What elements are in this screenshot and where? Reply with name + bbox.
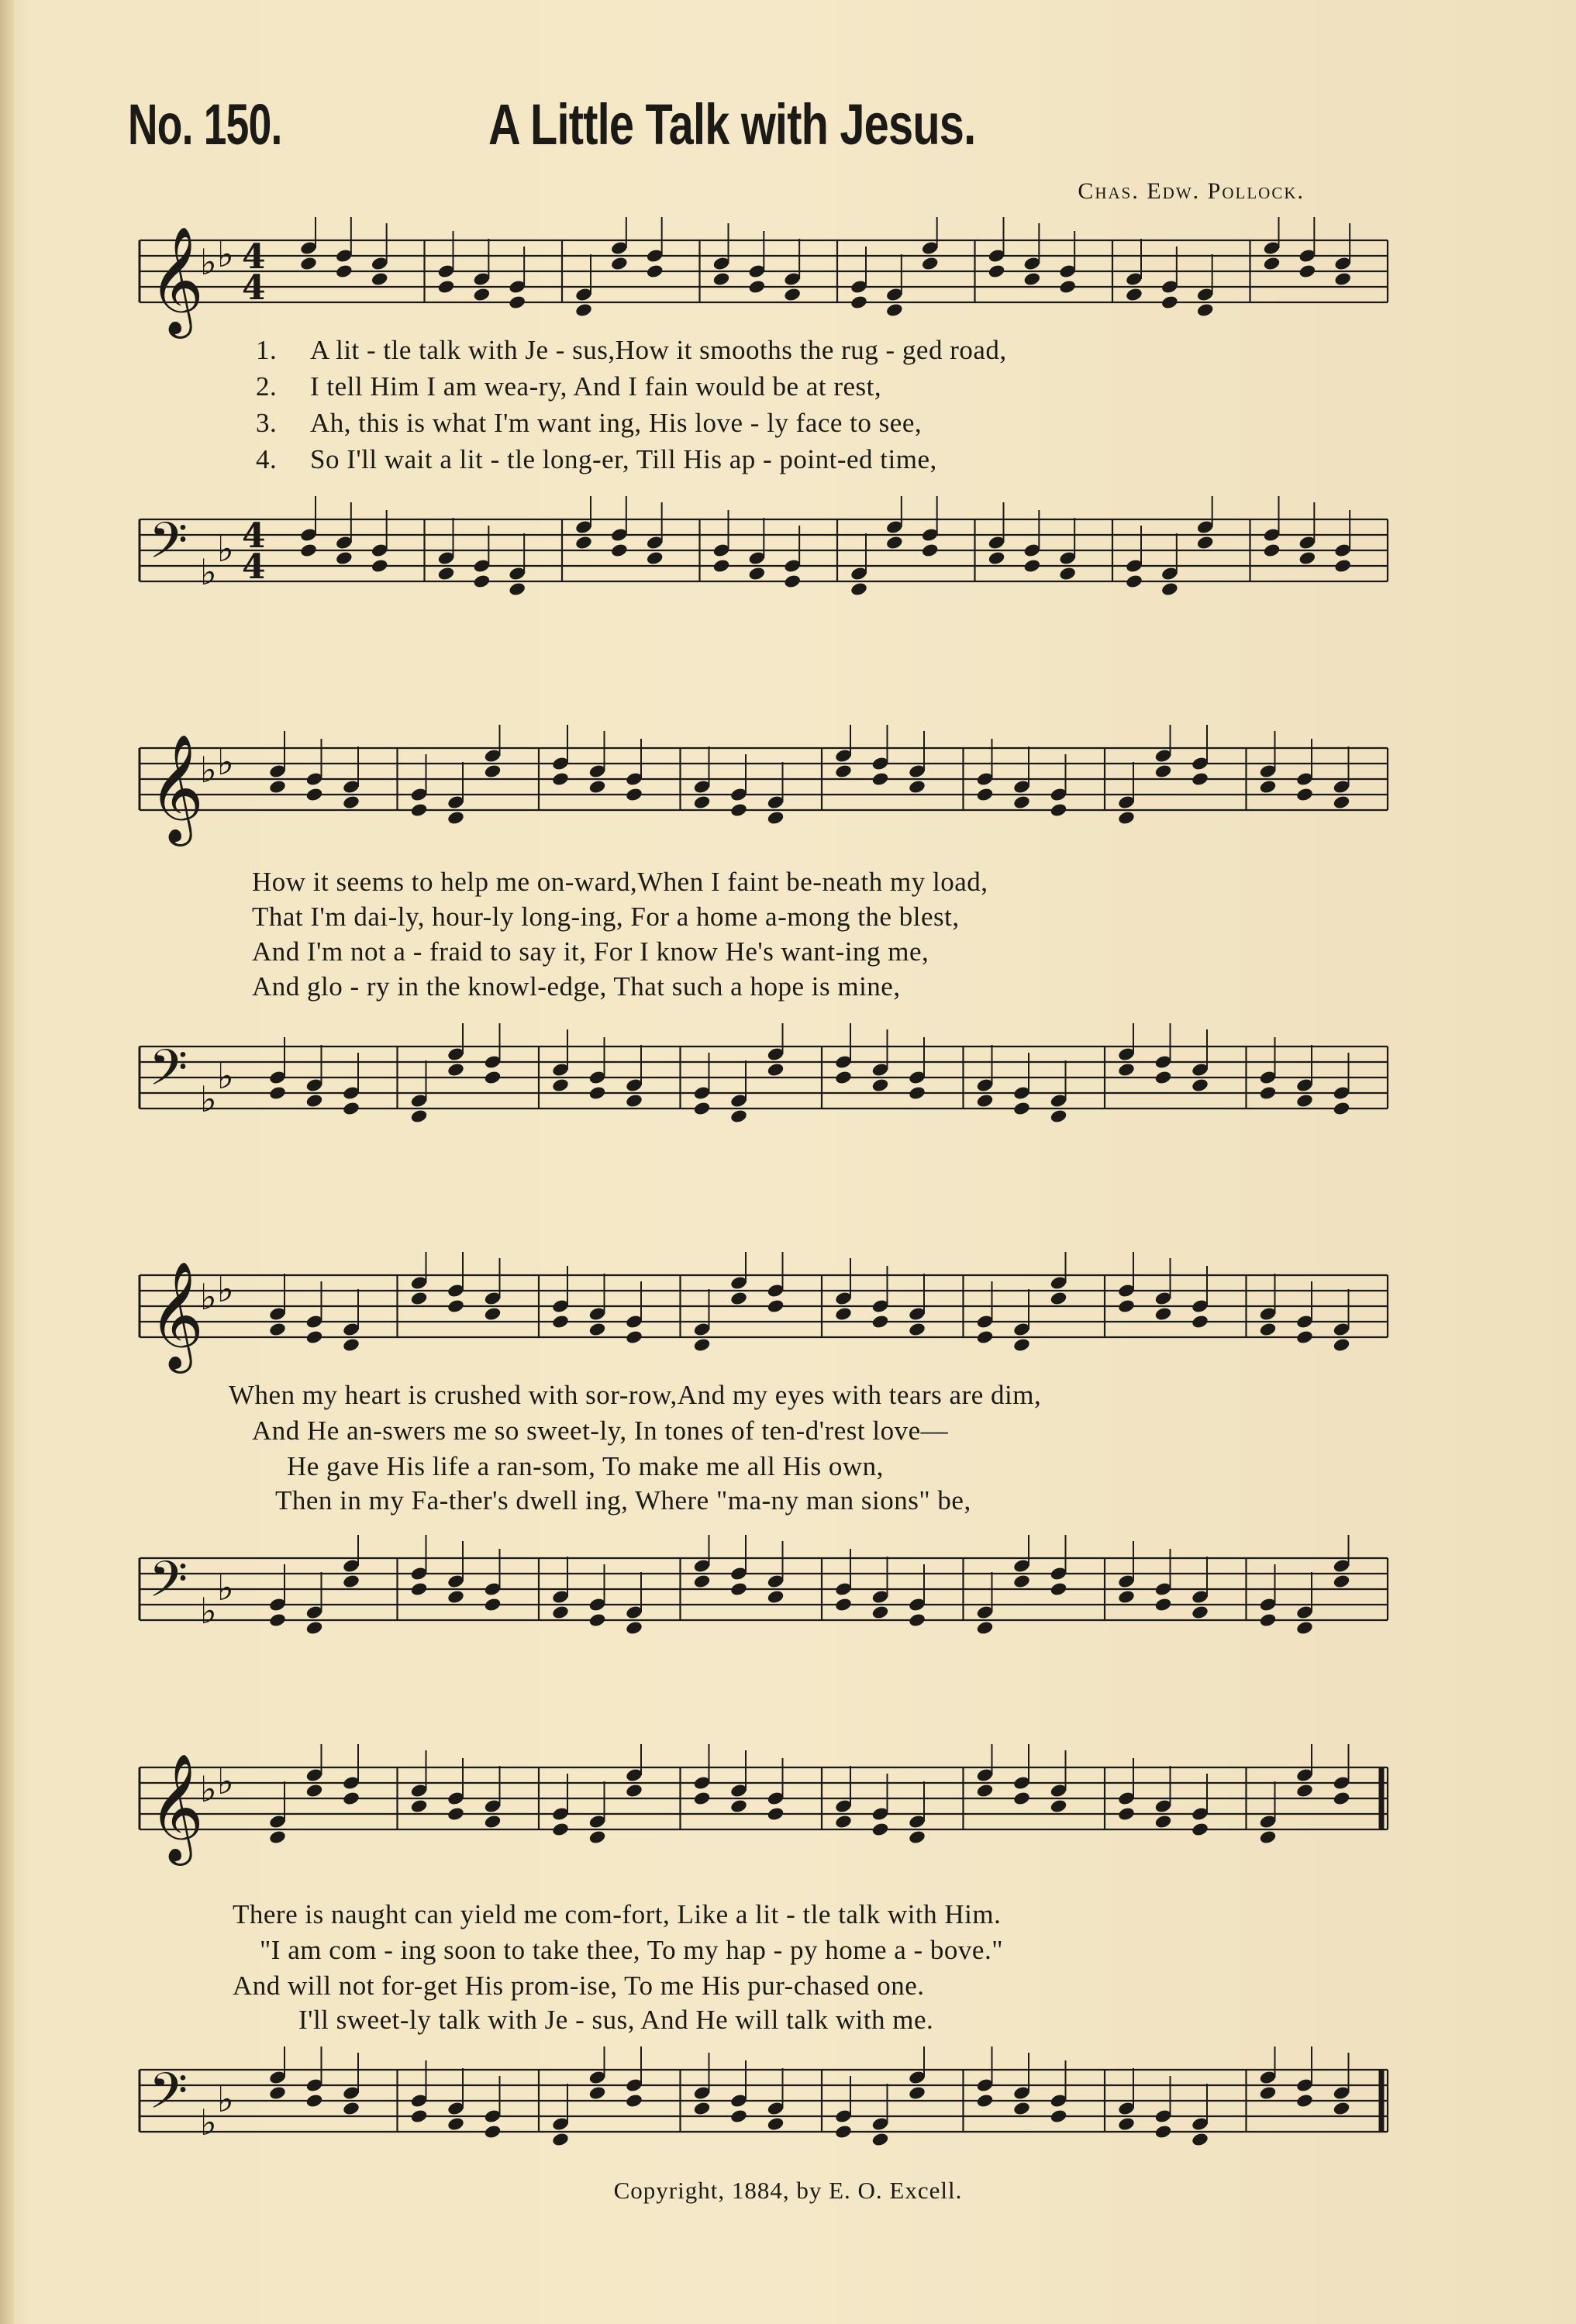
note-head — [871, 1822, 890, 1837]
note-head — [988, 550, 1006, 566]
note-head — [1125, 287, 1143, 302]
flat-icon: ♭ — [200, 2102, 217, 2143]
system-3-treble-staff — [0, 1252, 1576, 1384]
note-head — [342, 2101, 360, 2116]
note-head — [1050, 1798, 1068, 1814]
note-head — [410, 2108, 429, 2124]
note-head — [976, 1093, 995, 1109]
note-head — [1333, 271, 1352, 287]
note-head — [473, 287, 491, 302]
treble-clef-icon: 𝄞 — [149, 1261, 204, 1369]
flat-icon: ♭ — [217, 741, 234, 783]
flat-icon: ♭ — [217, 1055, 234, 1097]
treble-clef-icon: 𝄞 — [149, 226, 204, 334]
note-head — [268, 1085, 287, 1101]
time-signature-digit: 4 — [242, 547, 266, 587]
treble-clef-icon: 𝄞 — [149, 1753, 204, 1861]
note-head — [1259, 779, 1278, 795]
note-head — [1160, 581, 1179, 597]
note-head — [268, 1612, 287, 1628]
note-head — [1259, 1829, 1278, 1845]
verse-line: And He an-swers me so sweet-ly, In tones of ten-d'rest love— — [252, 1415, 949, 1446]
note-head — [729, 1109, 748, 1124]
flat-icon: ♭ — [217, 2078, 234, 2120]
note-head — [1191, 1605, 1209, 1620]
system-2-bass-staff — [0, 1023, 1576, 1155]
note-head — [1191, 1822, 1209, 1837]
note-head — [342, 1101, 360, 1116]
note-head — [1154, 1306, 1173, 1322]
note-head — [1196, 535, 1215, 550]
note-head — [1333, 558, 1352, 574]
bass-clef-icon: 𝄢 — [149, 512, 188, 582]
system-2-treble-staff — [0, 725, 1576, 857]
note-head — [908, 779, 926, 795]
system-4-treble-staff — [0, 1744, 1576, 1876]
note-head — [1154, 2124, 1173, 2140]
verse-line: That I'm dai-ly, hour-ly long-ing, For a home a-mong the blest, — [252, 902, 960, 932]
note-head — [693, 1791, 712, 1806]
note-head — [1333, 1337, 1351, 1353]
note-head — [871, 1078, 890, 1093]
flat-icon: ♭ — [200, 241, 217, 283]
note-head — [268, 1829, 287, 1845]
note-head — [767, 1062, 785, 1078]
verse-line: I'll sweet-ly talk with Je - sus, And He will talk with me. — [298, 2005, 934, 2035]
flat-icon: ♭ — [217, 1760, 234, 1802]
note-head — [693, 1101, 712, 1116]
note-head — [484, 1814, 502, 1829]
note-head — [447, 810, 465, 826]
note-head — [976, 1783, 995, 1798]
note-head — [551, 2132, 570, 2147]
note-head — [1259, 1612, 1278, 1628]
note-head — [834, 1306, 853, 1322]
note-head — [834, 1814, 853, 1829]
note-head — [551, 771, 570, 787]
note-head — [885, 535, 904, 550]
note-head — [588, 779, 607, 795]
note-head — [767, 1298, 785, 1314]
note-head — [305, 1093, 324, 1109]
note-head — [693, 1337, 712, 1353]
note-head — [1295, 1620, 1314, 1636]
note-head — [335, 550, 353, 566]
note-head — [834, 2124, 853, 2140]
note-head — [1117, 2116, 1136, 2132]
note-head — [1160, 295, 1179, 310]
note-head — [410, 802, 429, 818]
flat-icon: ♭ — [217, 233, 234, 275]
note-head — [551, 1314, 570, 1329]
flat-icon: ♭ — [200, 1078, 217, 1120]
note-head — [1058, 566, 1077, 581]
note-head — [268, 2085, 287, 2101]
flat-icon: ♭ — [200, 1768, 217, 1810]
note-head — [305, 787, 324, 802]
note-head — [551, 1078, 570, 1093]
composer-credit: Chas. Edw. Pollock. — [1078, 178, 1305, 204]
verse-line: 4. So I'll wait a lit - tle long-er, Till His ap - point-ed time, — [256, 444, 937, 474]
note-head — [1117, 1806, 1136, 1822]
verse-line: 3. Ah, this is what I'm want ing, His love - ly face to see, — [256, 408, 922, 438]
verse-line: 2. I tell Him I am wea-ry, And I fain would be at rest, — [256, 371, 882, 402]
verse-line: How it seems to help me on-ward,When I faint be-neath my load, — [252, 867, 988, 897]
note-head — [1295, 1783, 1314, 1798]
verse-line: "I am com - ing soon to take thee, To my hap - py home a - bove." — [260, 1935, 1004, 1965]
verse-line: Then in my Fa-ther's dwell ing, Where "ma-ny man sions" be, — [275, 1485, 971, 1515]
note-head — [1333, 795, 1351, 810]
note-head — [410, 1798, 429, 1814]
note-head — [484, 1597, 502, 1612]
verse-line: He gave His life a ran-som, To make me all His own, — [287, 1451, 884, 1481]
note-head — [1050, 1109, 1068, 1124]
note-head — [1191, 2132, 1209, 2147]
note-head — [1295, 1329, 1314, 1345]
note-head — [729, 802, 748, 818]
note-head — [908, 1322, 926, 1337]
note-head — [625, 1093, 643, 1109]
note-head — [447, 1062, 465, 1078]
note-head — [1154, 1814, 1173, 1829]
hymn-title: A Little Talk with Jesus. — [488, 92, 976, 157]
note-head — [1012, 1337, 1031, 1353]
note-head — [1117, 810, 1136, 826]
note-head — [371, 271, 389, 287]
note-head — [850, 581, 868, 597]
note-head — [342, 1337, 360, 1353]
note-head — [305, 1620, 324, 1636]
note-head — [693, 1574, 712, 1589]
note-head — [1117, 1062, 1136, 1078]
note-head — [1050, 802, 1068, 818]
note-head — [508, 581, 526, 597]
flat-icon: ♭ — [200, 749, 217, 791]
system-3-bass-staff — [0, 1535, 1576, 1667]
treble-clef-icon: 𝄞 — [149, 734, 204, 842]
verse-line: And I'm not a - fraid to say it, For I know He's want-ing me, — [252, 936, 929, 967]
system-1-treble-staff — [0, 217, 1576, 349]
note-head — [729, 1291, 748, 1306]
flat-icon: ♭ — [200, 551, 217, 593]
note-head — [748, 279, 767, 295]
note-head — [693, 2101, 712, 2116]
note-head — [473, 574, 491, 589]
note-head — [783, 287, 802, 302]
note-head — [1154, 1597, 1173, 1612]
note-head — [1154, 764, 1173, 779]
note-head — [767, 2116, 785, 2132]
note-head — [1023, 271, 1042, 287]
note-head — [335, 264, 353, 279]
note-head — [1259, 1322, 1278, 1337]
note-head — [783, 574, 802, 589]
verse-line: And glo - ry in the knowl-edge, That such a hope is mine, — [252, 971, 901, 1002]
note-head — [342, 1574, 360, 1589]
note-head — [1117, 1298, 1136, 1314]
note-head — [410, 1581, 429, 1597]
note-head — [1050, 1291, 1068, 1306]
time-signature-digit: 4 — [242, 237, 266, 277]
bass-clef-icon: 𝄢 — [149, 2063, 188, 2133]
note-head — [625, 2093, 643, 2108]
note-head — [410, 1291, 429, 1306]
note-head — [1263, 256, 1281, 271]
flat-icon: ♭ — [217, 528, 234, 570]
note-head — [976, 1620, 995, 1636]
note-head — [1295, 2093, 1314, 2108]
note-head — [447, 2116, 465, 2132]
bass-clef-icon: 𝄢 — [149, 1551, 188, 1621]
flat-icon: ♭ — [217, 1567, 234, 1609]
note-head — [305, 1329, 324, 1345]
note-head — [1050, 2108, 1068, 2124]
note-head — [299, 543, 318, 558]
note-head — [1295, 787, 1314, 802]
note-head — [588, 2085, 607, 2101]
note-head — [268, 779, 287, 795]
note-head — [850, 295, 868, 310]
note-head — [1023, 558, 1042, 574]
note-head — [988, 264, 1006, 279]
bass-clef-icon: 𝄢 — [149, 1040, 188, 1109]
note-head — [767, 1589, 785, 1605]
note-head — [625, 1783, 643, 1798]
note-head — [871, 771, 890, 787]
note-head — [1298, 550, 1317, 566]
flat-icon: ♭ — [217, 1268, 234, 1310]
note-head — [729, 2108, 748, 2124]
time-signature-digit: 4 — [242, 516, 266, 556]
note-head — [885, 302, 904, 318]
note-head — [1333, 1791, 1351, 1806]
note-head — [712, 271, 731, 287]
flat-icon: ♭ — [200, 1590, 217, 1632]
note-head — [447, 1298, 465, 1314]
note-head — [871, 2132, 890, 2147]
note-head — [574, 535, 593, 550]
note-head — [484, 1306, 502, 1322]
note-head — [1333, 1574, 1351, 1589]
note-head — [437, 279, 456, 295]
hymn-number: No. 150. — [128, 92, 282, 157]
time-signature-digit: 4 — [242, 268, 266, 308]
note-head — [484, 1070, 502, 1085]
note-head — [268, 1322, 287, 1337]
note-head — [342, 1791, 360, 1806]
note-head — [574, 302, 593, 318]
note-head — [610, 543, 629, 558]
note-head — [908, 1829, 926, 1845]
note-head — [1012, 1574, 1031, 1589]
note-head — [908, 2085, 926, 2101]
note-head — [588, 1612, 607, 1628]
note-head — [1196, 302, 1215, 318]
note-head — [1191, 771, 1209, 787]
note-head — [588, 1829, 607, 1845]
note-head — [1050, 1581, 1068, 1597]
note-head — [646, 264, 664, 279]
note-head — [625, 787, 643, 802]
note-head — [871, 1605, 890, 1620]
note-head — [834, 1597, 853, 1612]
note-head — [625, 1329, 643, 1345]
note-head — [921, 256, 940, 271]
note-head — [1259, 2085, 1278, 2101]
note-head — [1012, 1101, 1031, 1116]
note-head — [1058, 279, 1077, 295]
note-head — [1191, 1314, 1209, 1329]
note-head — [908, 1085, 926, 1101]
note-head — [1012, 1791, 1031, 1806]
note-head — [976, 787, 995, 802]
note-head — [767, 1806, 785, 1822]
note-head — [588, 1085, 607, 1101]
note-head — [625, 1620, 643, 1636]
note-head — [1333, 2101, 1351, 2116]
note-head — [712, 558, 731, 574]
note-head — [610, 256, 629, 271]
note-head — [976, 2093, 995, 2108]
note-head — [834, 764, 853, 779]
note-head — [1295, 1093, 1314, 1109]
note-head — [484, 764, 502, 779]
note-head — [729, 1581, 748, 1597]
note-head — [1298, 264, 1317, 279]
note-head — [767, 810, 785, 826]
verse-line: There is naught can yield me com-fort, Like a lit - tle talk with Him. — [233, 1899, 1002, 1929]
note-head — [437, 566, 456, 581]
note-head — [447, 1589, 465, 1605]
note-head — [1125, 574, 1143, 589]
note-head — [748, 566, 767, 581]
note-head — [447, 1806, 465, 1822]
note-head — [908, 1612, 926, 1628]
verse-line: And will not for-get His prom-ise, To me His pur-chased one. — [233, 1971, 925, 2001]
note-head — [871, 1314, 890, 1329]
note-head — [1191, 1078, 1209, 1093]
note-head — [1012, 795, 1031, 810]
verse-line: When my heart is crushed with sor-row,And my eyes with tears are dim, — [229, 1380, 1042, 1410]
note-head — [299, 256, 318, 271]
note-head — [508, 295, 526, 310]
note-head — [834, 1070, 853, 1085]
system-1-bass-staff — [0, 496, 1576, 628]
note-head — [551, 1605, 570, 1620]
flat-icon: ♭ — [200, 1276, 217, 1318]
note-head — [976, 1329, 995, 1345]
note-head — [1333, 1101, 1351, 1116]
note-head — [1154, 1070, 1173, 1085]
note-head — [1263, 543, 1281, 558]
note-head — [305, 1783, 324, 1798]
system-4-bass-staff — [0, 2046, 1576, 2178]
note-head — [646, 550, 664, 566]
note-head — [305, 2093, 324, 2108]
note-head — [371, 558, 389, 574]
note-head — [484, 2124, 502, 2140]
note-head — [410, 1109, 429, 1124]
copyright-notice: Copyright, 1884, by E. O. Excell. — [613, 2177, 963, 2204]
note-head — [693, 795, 712, 810]
note-head — [1117, 1589, 1136, 1605]
note-head — [588, 1322, 607, 1337]
verse-line: 1. A lit - tle talk with Je - sus,How it smooths the rug - ged road, — [256, 335, 1007, 365]
note-head — [1259, 1085, 1278, 1101]
note-head — [551, 1822, 570, 1837]
note-head — [342, 795, 360, 810]
note-head — [729, 1798, 748, 1814]
note-head — [1012, 2101, 1031, 2116]
note-head — [921, 543, 940, 558]
